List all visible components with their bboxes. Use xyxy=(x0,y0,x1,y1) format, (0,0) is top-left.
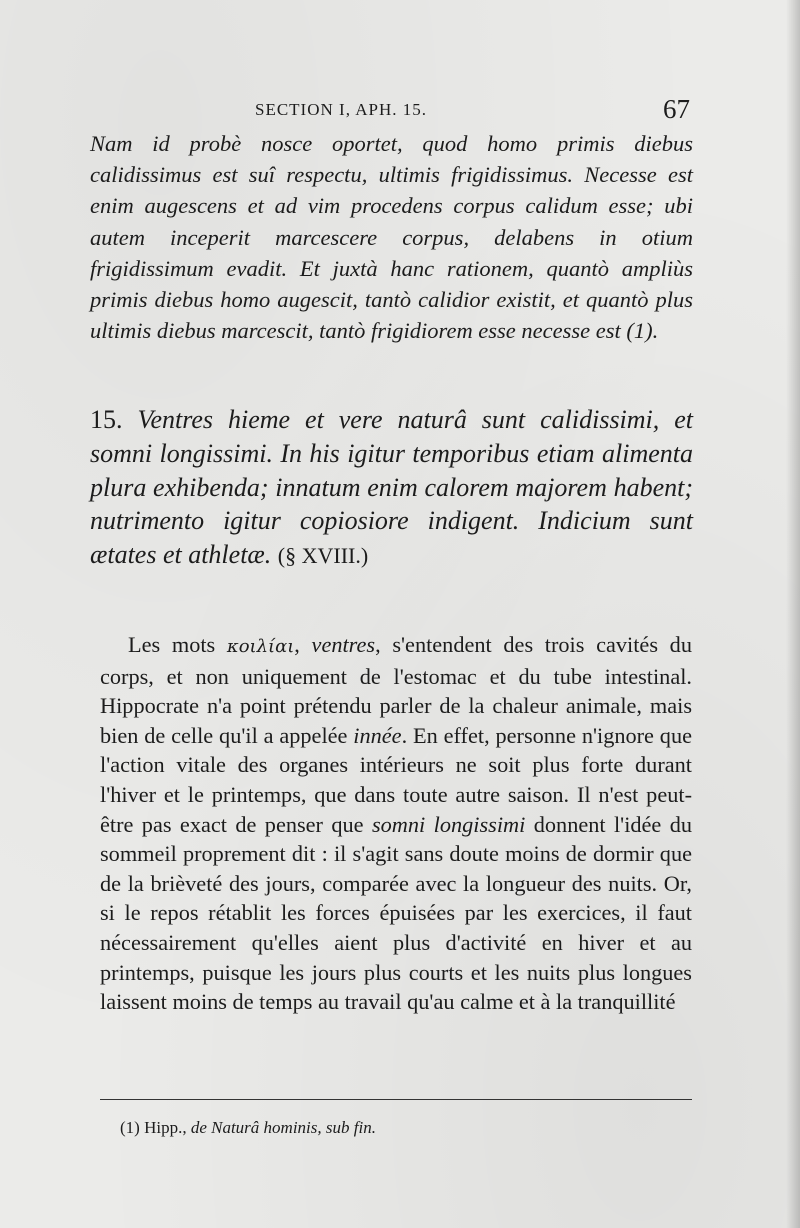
footnote-author: Hipp., xyxy=(144,1118,187,1137)
commentary-paragraph xyxy=(100,630,692,1017)
aphorism-number: 15. xyxy=(90,405,123,434)
term-innee: innée xyxy=(353,722,402,748)
commentary-text-3: , s'entendent des trois cavités du corps, et non uniquement de l'estomac et du tube intestinal. Hippocrate n'a point prétendu parler de la chaleur animale, mais bien de celle qu'il a appelée xyxy=(100,632,692,748)
footnote-work: de Naturâ hominis, sub fin. xyxy=(190,1118,376,1137)
footnote-marker: (1) xyxy=(120,1118,140,1137)
footnote xyxy=(120,1118,376,1138)
commentary-text-1: Les mots xyxy=(128,632,216,657)
latin-note-paragraph: Nam id probè nosce oportet, quod homo primis diebus calidissimus est suî respectu, ultimis frigidissimus. Necesse est enim augescens et ad vim procedens corpus calidum esse; ubi autem inceperit marcescere corpus, delabens in otium frigidissimum evadit. Et juxtà hanc rationem, quantò ampliùs primis diebus homo augescit, tantò calidior existit, et quantò plus ultimis diebus marcescit, tantò frigidiorem esse necesse est (1). xyxy=(90,131,693,344)
aphorism-reference: (§ XVIII.) xyxy=(277,543,369,569)
term-somni-longissimi: somni longissimi xyxy=(371,811,526,837)
commentary xyxy=(100,630,692,1017)
commentary-text-5: donnent l'idée du sommeil proprement dit : il s'agit sans doute moins de dormir que de la brièveté des jours, comparée avec la longueur des nuits. Or, si le repos rétablit les forces épuisées par les exercices, il faut nécessairement qu'elles aient plus d'activité en hiver et au printemps, puisque les jours plus courts et les nuits plus longues laissent moins de temps au travail qu'au calme et à la tranquillité xyxy=(100,811,693,1015)
commentary-text-4: . En effet, personne n'ignore que l'action vitale des organes intérieurs ne soit plus forte durant l'hiver et le printemps, que dans toute autre saison. Il n'est peut-être pas exact de penser que xyxy=(100,722,692,837)
greek-term: κοιλίαι xyxy=(226,636,295,657)
page-header xyxy=(100,96,690,132)
term-ventres: ventres xyxy=(311,632,376,657)
aphorism-15 xyxy=(90,403,693,573)
commentary-text-2: , xyxy=(294,632,300,657)
footnote-rule xyxy=(100,1099,692,1100)
page-number: 67 xyxy=(663,94,690,124)
page-edge-shadow xyxy=(786,0,800,1228)
aphorism-text: Ventres hieme et vere naturâ sunt calidissimi, et somni longissimi. In his igitur temporibus etiam alimenta plura exhibenda; innatum enim calorem majorem habent; nutrimento igitur copiosiore indigent. Indicium sunt ætates et athletæ. xyxy=(90,405,694,570)
running-head: SECTION I, APH. 15. xyxy=(255,100,428,119)
